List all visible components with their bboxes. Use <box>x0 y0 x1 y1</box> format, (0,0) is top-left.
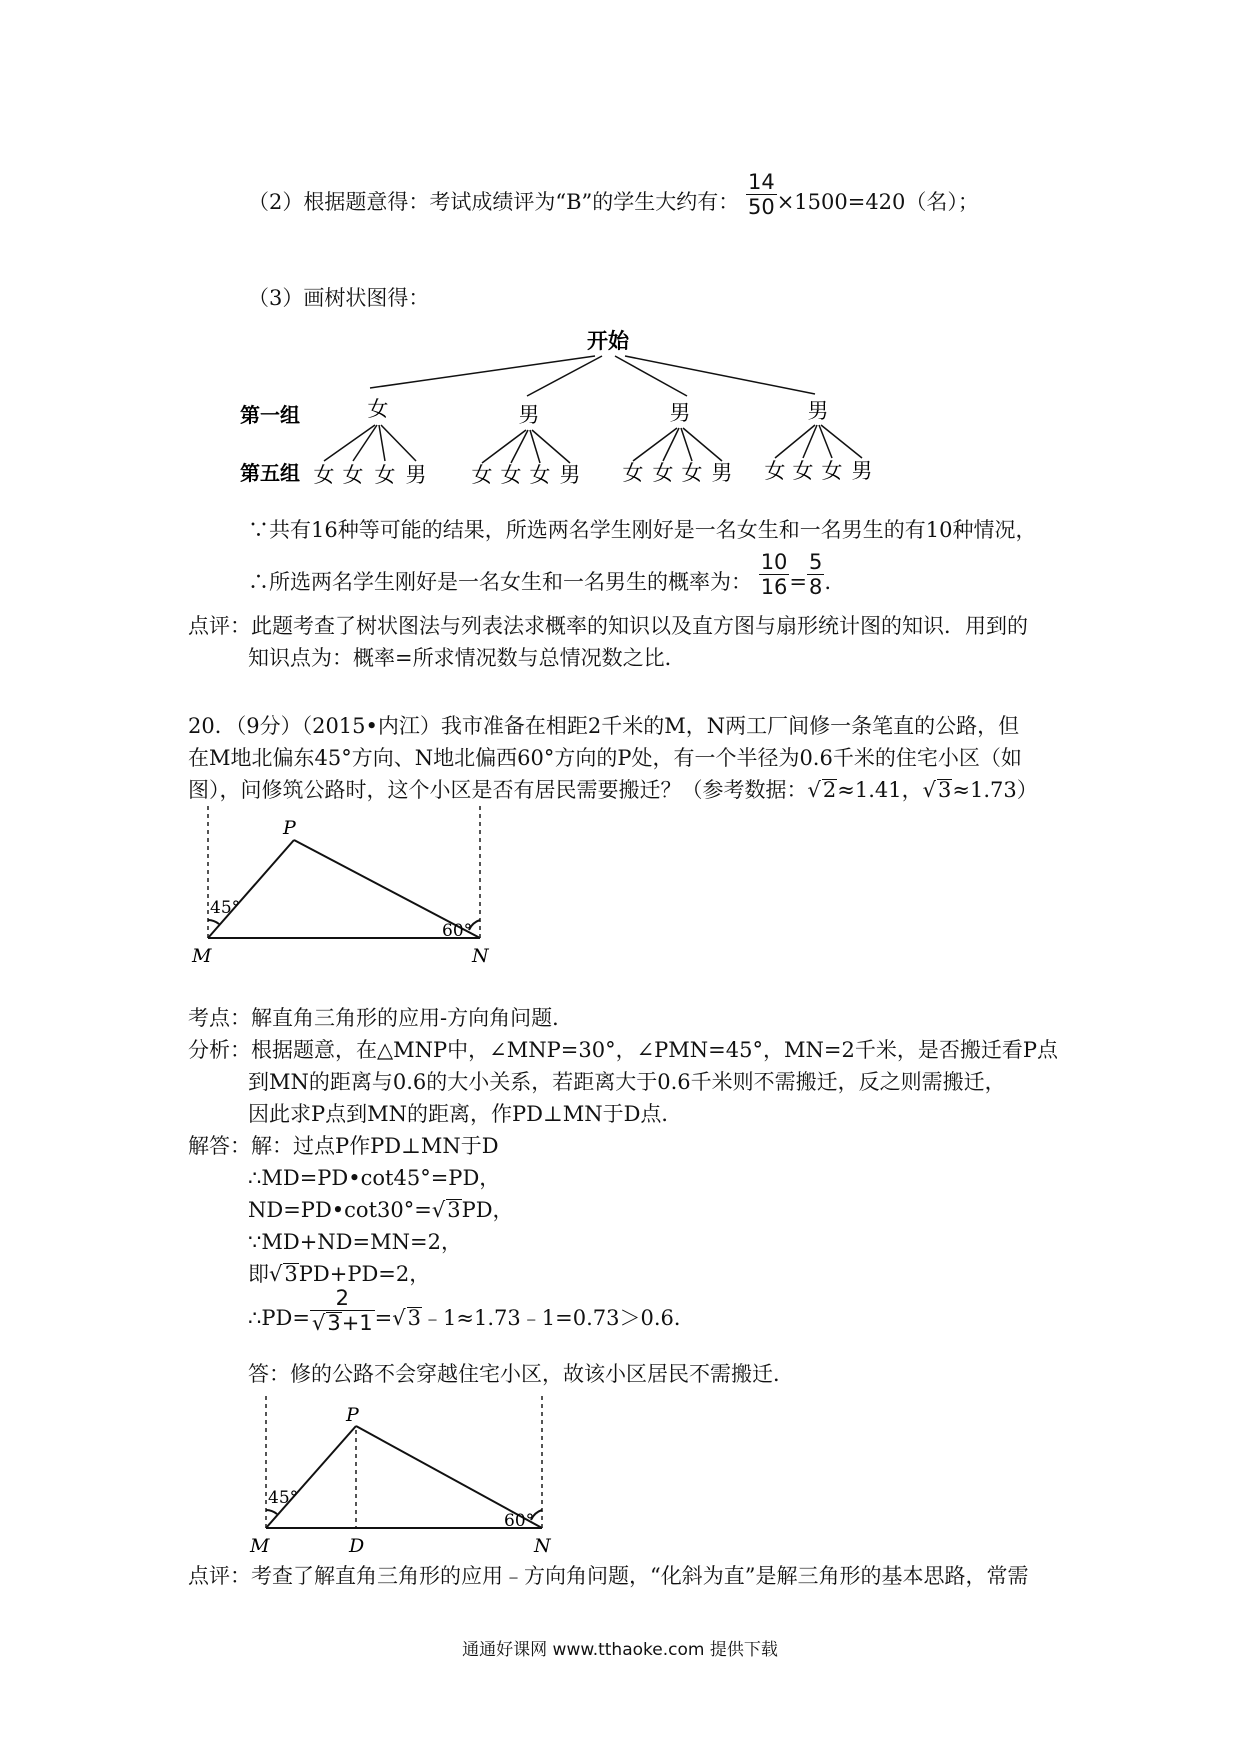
label-N: N <box>534 1535 551 1556</box>
tree-l2-node: 女 <box>792 459 814 483</box>
radicand: 3 <box>327 1311 341 1335</box>
label-M: M <box>250 1535 270 1556</box>
q20-line2: 在M地北偏东45°方向、N地北偏西60°方向的P处，有一个半径为0.6千米的住宅小区（如 <box>188 746 1022 770</box>
jieda-text: PD， <box>461 1198 514 1222</box>
equals-sign: = <box>374 1306 393 1330</box>
sqrt-symbol: √ <box>431 1198 446 1222</box>
fraction-denominator: 50 <box>747 195 775 219</box>
radicand: 3 <box>284 1262 298 1286</box>
result-line2 <box>248 550 832 599</box>
fraction-numerator: 14 <box>747 170 775 194</box>
part2-suffix: ×1500=420（名）； <box>776 190 979 214</box>
page-footer: 通通好课网 www.tthaoke.com 提供下载 <box>462 1640 778 1660</box>
tree-l1-node: 女 <box>367 397 389 421</box>
sqrt-symbol: √ <box>807 778 821 802</box>
radicand: 3 <box>407 1306 422 1330</box>
fraction-denominator: 16 <box>760 575 788 599</box>
jieda-line2: ∴MD=PD•cot45°=PD， <box>248 1166 501 1190</box>
fraction-2-over-root3-plus-1 <box>310 1286 375 1335</box>
q20-line1: 20．（9分）（2015•内江）我市准备在相距2千米的M，N两工厂间修一条笔直的公路，但 <box>188 714 1020 738</box>
radicand: 3 <box>447 1198 461 1222</box>
tree-l2-node: 女 <box>471 463 493 487</box>
fraction-numerator: 2 <box>310 1286 375 1311</box>
label-D: D <box>349 1535 365 1556</box>
comment1-line2: 知识点为：概率=所求情况数与总情况数之比． <box>248 646 686 670</box>
comment1-line1: 点评：此题考查了树状图法与列表法求概率的知识以及直方图与扇形统计图的知识．用到的 <box>188 614 1028 638</box>
fraction-numerator: 10 <box>760 550 788 574</box>
jieda-line5 <box>248 1260 430 1288</box>
jieda-text: PD+PD=2， <box>298 1262 431 1286</box>
tree-l2-node: 女 <box>529 463 551 487</box>
angle-45: 45° <box>268 1488 299 1508</box>
jieda-line1: 解答：解：过点P作PD⊥MN于D <box>188 1134 499 1158</box>
jieda-text: ∴PD= <box>248 1306 310 1330</box>
fraction-10-16 <box>759 550 790 599</box>
tree-l2-node: 女 <box>342 463 364 487</box>
label-M: M <box>192 945 212 966</box>
label-P: P <box>283 817 296 839</box>
sqrt-symbol: √ <box>392 1306 406 1330</box>
jieda-line4: ∵MD+ND=MN=2， <box>248 1230 462 1254</box>
result-line2-text: ∴所选两名学生刚好是一名女生和一名男生的概率为： <box>248 570 752 594</box>
part3-heading: （3）画树状图得： <box>248 286 430 310</box>
angle-60: 60° <box>504 1511 535 1531</box>
sqrt-symbol: √ <box>311 1311 326 1335</box>
triangle-figure-2 <box>244 1396 554 1556</box>
tree-l2-node: 女 <box>821 459 843 483</box>
jieda-text: ﹣1≈1.73﹣1=0.73＞0.6． <box>422 1306 695 1330</box>
q20-line3 <box>188 776 1038 804</box>
tree-l1-node: 男 <box>807 399 829 423</box>
jieda-text: ND=PD•cot30°= <box>248 1198 432 1222</box>
triangle-figure-1 <box>186 806 496 966</box>
tree-root: 开始 <box>587 328 629 353</box>
jieda-line3 <box>248 1196 514 1224</box>
tree-l2-node: 女 <box>652 461 674 485</box>
angle-60: 60° <box>442 921 473 941</box>
tree-l2-node: 女 <box>313 463 335 487</box>
radicand: 2 <box>822 778 837 802</box>
comment2: 点评：考查了解直角三角形的应用﹣方向角问题，“化斜为直”是解三角形的基本思路，常需 <box>188 1564 1029 1588</box>
q20-line3-text: ≈1.73） <box>952 778 1038 802</box>
tree-l2-node: 男 <box>711 461 733 485</box>
fenxi-line2: 到MN的距离与0.6的大小关系，若距离大于0.6千米则不需搬迁，反之则需搬迁， <box>248 1070 1006 1094</box>
tree-l2-node: 男 <box>559 463 581 487</box>
radicand: 3 <box>938 778 952 802</box>
q20-line3-text: 图），问修筑公路时，这个小区是否有居民需要搬迁？（参考数据： <box>188 778 808 802</box>
label-N: N <box>472 945 489 966</box>
sqrt-symbol: √ <box>922 778 937 802</box>
jieda-text: 即 <box>248 1262 269 1286</box>
fraction-14-50 <box>746 170 777 219</box>
kaodian: 考点：解直角三角形的应用-方向角问题． <box>188 1006 574 1030</box>
tree-l2-node: 女 <box>681 461 703 485</box>
fraction-denominator <box>310 1311 375 1335</box>
tree-l2-node: 女 <box>500 463 522 487</box>
jieda-line6 <box>248 1286 695 1335</box>
tree-l1-node: 男 <box>518 403 540 427</box>
tree-l2-node: 男 <box>405 463 427 487</box>
fraction-denominator: 8 <box>809 575 823 599</box>
fraction-numerator: 5 <box>809 550 823 574</box>
part2-text: （2）根据题意得：考试成绩评为“B”的学生大约有： <box>248 190 740 214</box>
angle-45: 45° <box>210 898 241 918</box>
tree-label-group1: 第一组 <box>240 403 300 427</box>
part2-line <box>248 170 979 219</box>
tree-diagram <box>240 318 920 498</box>
fenxi-line3: 因此求P点到MN的距离，作PD⊥MN于D点． <box>248 1102 683 1126</box>
tree-l2-node: 男 <box>851 459 873 483</box>
tree-label-group5: 第五组 <box>240 461 300 485</box>
tree-l2-node: 女 <box>764 459 786 483</box>
period: . <box>824 570 832 594</box>
sqrt-symbol: √ <box>269 1262 283 1286</box>
tree-l2-node: 女 <box>374 463 396 487</box>
jieda-answer: 答：修的公路不会穿越住宅小区，故该小区居民不需搬迁． <box>248 1362 794 1386</box>
fraction-5-8 <box>807 550 824 599</box>
q20-line3-text: ≈1.41， <box>837 778 923 802</box>
tree-l2-node: 女 <box>622 461 644 485</box>
label-P: P <box>346 1404 359 1426</box>
equals-sign: = <box>789 570 808 594</box>
denominator-rest: +1 <box>341 1311 373 1335</box>
result-line1: ∵共有16种等可能的结果，所选两名学生刚好是一名女生和一名男生的有10种情况， <box>248 518 1037 542</box>
fenxi-line1: 分析：根据题意，在△MNP中，∠MNP=30°，∠PMN=45°，MN=2千米，是否搬迁看P点 <box>188 1038 1058 1062</box>
tree-l1-node: 男 <box>669 401 691 425</box>
